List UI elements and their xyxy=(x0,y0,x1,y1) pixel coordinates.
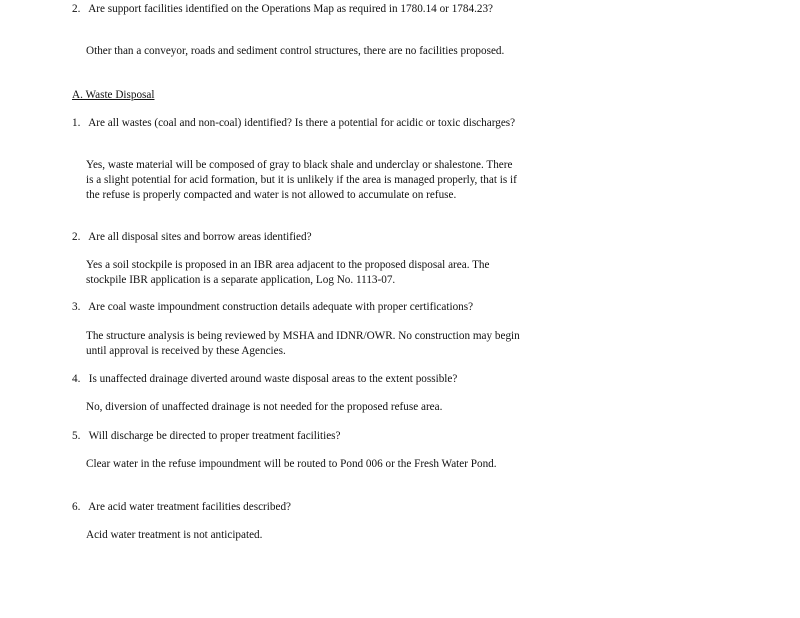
question-text: Are all disposal sites and borrow areas identified? xyxy=(88,231,312,243)
answer-text: No, diversion of unaffected drainage is not needed for the proposed refuse area. xyxy=(86,401,443,413)
answer-text: The structure analysis is being reviewed by MSHA and IDNR/OWR. No construction may begin until approval is received by these Agencies. xyxy=(86,330,520,357)
answer-text: Acid water treatment is not anticipated. xyxy=(86,529,263,541)
question-item xyxy=(72,429,522,444)
question-item xyxy=(72,372,522,387)
question-number: 2. xyxy=(72,3,81,15)
question-text: Are acid water treatment facilities described? xyxy=(88,501,292,513)
question-number: 1. xyxy=(72,117,81,129)
answer-text: Clear water in the refuse impoundment will be routed to Pond 006 or the Fresh Water Pond. xyxy=(86,458,497,470)
question-item xyxy=(72,300,532,315)
question-text: Will discharge be directed to proper treatment facilities? xyxy=(88,430,341,442)
question-item xyxy=(72,2,522,17)
question-text: Are coal waste impoundment construction details adequate with proper certifications? xyxy=(88,301,474,313)
question-number: 6. xyxy=(72,501,81,513)
question-item xyxy=(72,230,522,245)
question-number: 5. xyxy=(72,430,81,442)
question-text: Are support facilities identified on the Operations Map as required in 1780.14 or 1784.23? xyxy=(88,3,494,15)
question-text: Are all wastes (coal and non-coal) identified? Is there a potential for acidic or toxic discharges? xyxy=(88,117,516,129)
answer-text: Other than a conveyor, roads and sediment control structures, there are no facilities proposed. xyxy=(86,45,505,57)
question-number: 4. xyxy=(72,373,81,385)
question-item xyxy=(72,500,522,515)
question-item xyxy=(72,116,522,131)
answer-text: Yes, waste material will be composed of gray to black shale and underclay or shalestone. There is a slight potential for acid formation, but it is unlikely if the area is managed properly, that is if the refuse is properly compacted and water is not allowed to accumulate on refuse. xyxy=(86,159,517,201)
question-number: 3. xyxy=(72,301,81,313)
question-text: Is unaffected drainage diverted around waste disposal areas to the extent possible? xyxy=(88,373,458,385)
answer-text: Yes a soil stockpile is proposed in an IBR area adjacent to the proposed disposal area. The stockpile IBR application is a separate application, Log No. 1113-07. xyxy=(86,259,490,286)
section-heading: A. Waste Disposal xyxy=(72,89,155,101)
question-number: 2. xyxy=(72,231,81,243)
